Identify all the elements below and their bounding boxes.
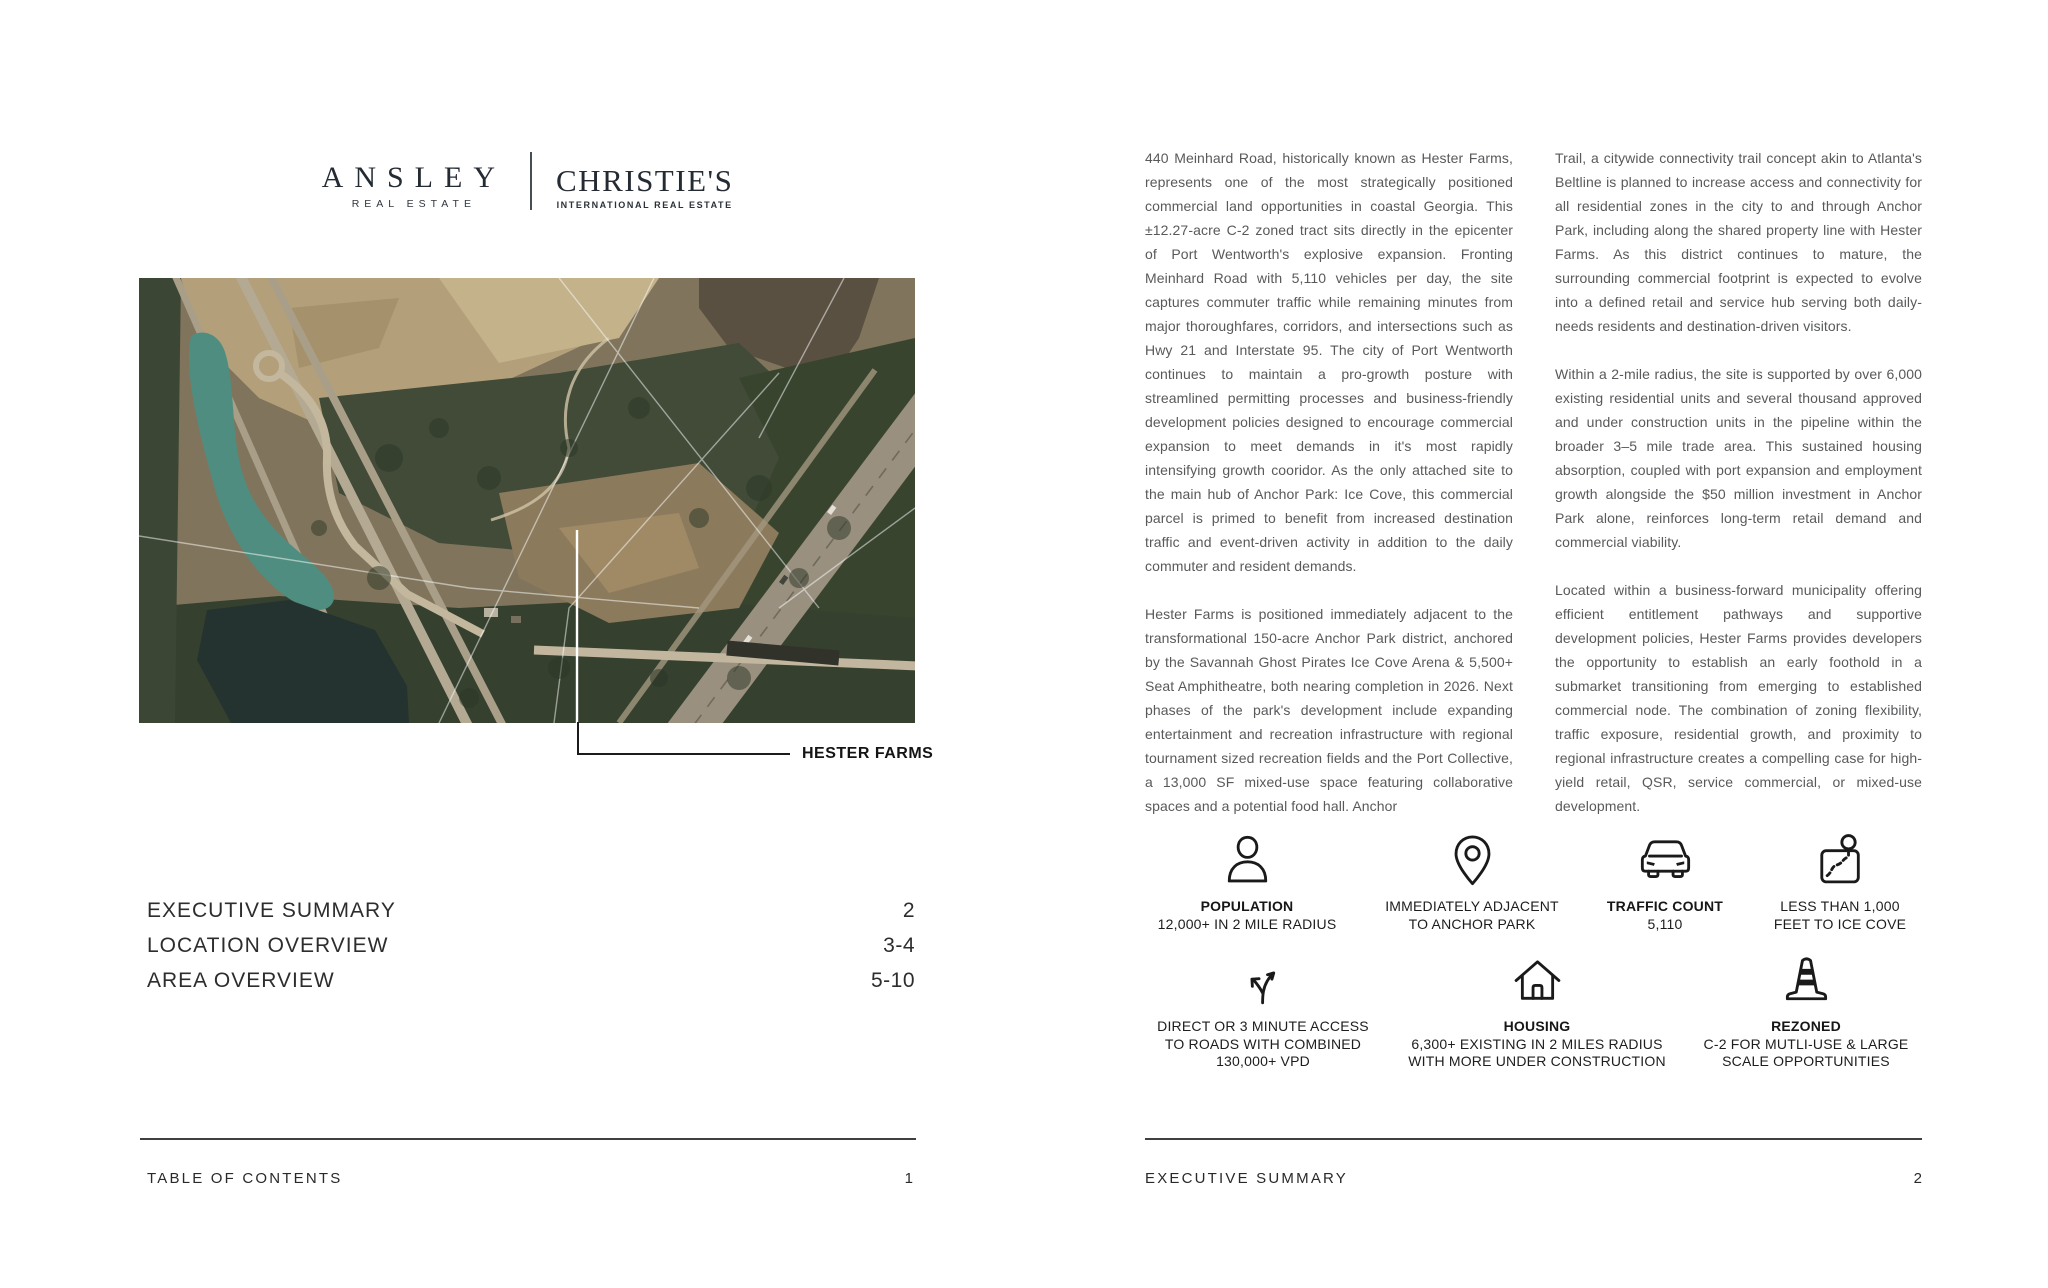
footer-page-number: 2 [1913,1170,1922,1187]
footer-divider [140,1138,916,1140]
brand-logo [140,152,915,210]
stat-line: IMMEDIATELY ADJACENT [1385,898,1559,914]
stat-title: TRAFFIC COUNT [1606,898,1724,914]
logo-christies-tagline: INTERNATIONAL REAL ESTATE [556,200,733,210]
page-footer [147,1170,913,1187]
stat-line: C-2 FOR MUTLI-USE & LARGE [1703,1035,1909,1052]
stat-road-access [1113,950,1413,1071]
body-paragraph: Located within a business-forward municipality offering efficient entitlement pathways and supportive development policies, Hester Farms provides developers the opportunity to establish an early foothold in a submarket transitioning from emerging to established commercial node. The combination of zoning flexibility, traffic exposure, residential growth, and proximity to regional infrastructure creates a compelling case for high-yield retail, QSR, service commercial, or mixed-use development. [1555,582,1922,814]
footer-page-number: 1 [904,1170,913,1187]
logo-divider [530,152,532,210]
housing-icon [1387,950,1687,1010]
stat-line: DIRECT OR 3 MINUTE ACCESS [1157,1018,1369,1034]
footer-divider [1145,1138,1922,1140]
logo-ansley-wordmark: ANSLEY [321,161,506,194]
body-paragraph: Trail, a citywide connectivity trail concept akin to Atlanta's Beltline is planned to increase access and connectivity for all residential zones in the city to and through Anchor Park, including along the shared property line with Hester Farms. As this district continues to mature, the surrounding commercial footprint is expected to evolve into a defined retail and service hub serving both daily-needs residents and destination-driven visitors. [1555,150,1922,334]
body-paragraph: 440 Meinhard Road, historically known as Hester Farms, represents one of the most strategically positioned commercial land opportunities in coastal Georgia. This ±12.27-acre C-2 zoned tract sits directly in the epicenter of Port Wentworth's explosive expansion. Fronting Meinhard Road with 5,110 vehicles per day, the site captures commuter traffic while remaining minutes from major thoroughfares, corridors, and intersections such as Hwy 21 and Interstate 95. The city of Port Wentworth continues to maintain a pro-growth posture with streamlined permitting processes and business-friendly development policies designed to encourage commercial expansion to meet demands in it's most rapidly intensifying growth cooridor. As the only attached site to the main hub of Anchor Park: Ice Cove, this commercial parcel is primed to benefit from increased destination traffic and event-driven activity in addition to the daily commuter and resident demands. [1145,150,1513,574]
toc-label: AREA OVERVIEW [147,969,335,992]
toc-item-location-overview [147,928,915,963]
callout-line-horizontal [577,753,790,755]
body-column-2 [1555,146,1922,842]
rezoned-cone-icon [1656,950,1956,1010]
logo-ansley-tagline: REAL ESTATE [351,198,476,210]
aerial-callout-label: HESTER FARMS [802,745,934,762]
stat-ice-cove-proximity [1690,830,1990,933]
body-paragraph: Within a 2-mile radius, the site is supported by over 6,000 existing residential units and several thousand approved and under construction units in the pipeline within the broader 3–5 mile trade area. This sustained housing absorption, coupled with port expansion and employment growth alongside the $50 million investment in Anchor Park alone, reinforces long-term retail demand and commercial viability. [1555,366,1922,550]
stat-line: WITH MORE UNDER CONSTRUCTION [1408,1053,1666,1069]
stat-line: 6,300+ EXISTING IN 2 MILES RADIUS [1411,1035,1663,1052]
body-paragraph: Hester Farms is positioned immediately adjacent to the transformational 150-acre Anchor Park district, anchored by the Savannah Ghost Pirates Ice Cove Arena & 5,500+ Seat Amphitheatre, both nearing completion in 2026. Next phases of the park's development include expanding entertainment and recreation infrastructure with regional tournament sized recreation fields and the Port Collective, a 13,000 SF mixed-use space featuring collaborative spaces and a potential food hall. Anchor [1145,606,1513,814]
body-column-1 [1145,146,1513,842]
stat-rezoned [1656,950,1956,1071]
stat-line: FEET TO ICE COVE [1773,915,1907,932]
stat-title: HOUSING [1503,1018,1571,1034]
toc-pages: 3-4 [883,934,915,957]
footer-section-label: EXECUTIVE SUMMARY [1145,1170,1348,1187]
toc-item-area-overview [147,963,915,998]
table-of-contents [147,893,915,998]
stat-line: 5,110 [1647,915,1683,932]
toc-item-executive-summary [147,893,915,928]
aerial-photo [139,278,915,723]
footer-section-label: TABLE OF CONTENTS [147,1170,343,1187]
road-access-icon [1113,950,1413,1010]
stat-line: LESS THAN 1,000 [1780,898,1900,914]
stat-line: 130,000+ VPD [1216,1053,1310,1069]
stat-line: TO ANCHOR PARK [1408,915,1536,932]
stat-title: POPULATION [1200,898,1294,914]
stat-line: SCALE OPPORTUNITIES [1722,1053,1890,1069]
proximity-map-icon [1690,830,1990,890]
stat-line: TO ROADS WITH COMBINED [1164,1035,1362,1052]
stat-title: REZONED [1771,1018,1841,1034]
logo-christies [556,163,734,210]
page-footer [1145,1170,1922,1187]
callout-line-vertical [577,722,579,754]
aerial-photo-graphic [139,278,915,723]
logo-christies-wordmark: CHRISTIE'S [556,163,734,198]
logo-ansley [322,163,506,210]
toc-label: EXECUTIVE SUMMARY [147,899,396,922]
toc-pages: 5-10 [870,969,915,992]
stat-housing [1387,950,1687,1071]
toc-pages: 2 [902,899,915,922]
toc-label: LOCATION OVERVIEW [147,934,389,957]
stat-line: 12,000+ IN 2 MILE RADIUS [1157,915,1337,932]
page-executive-summary [1024,0,2048,1288]
